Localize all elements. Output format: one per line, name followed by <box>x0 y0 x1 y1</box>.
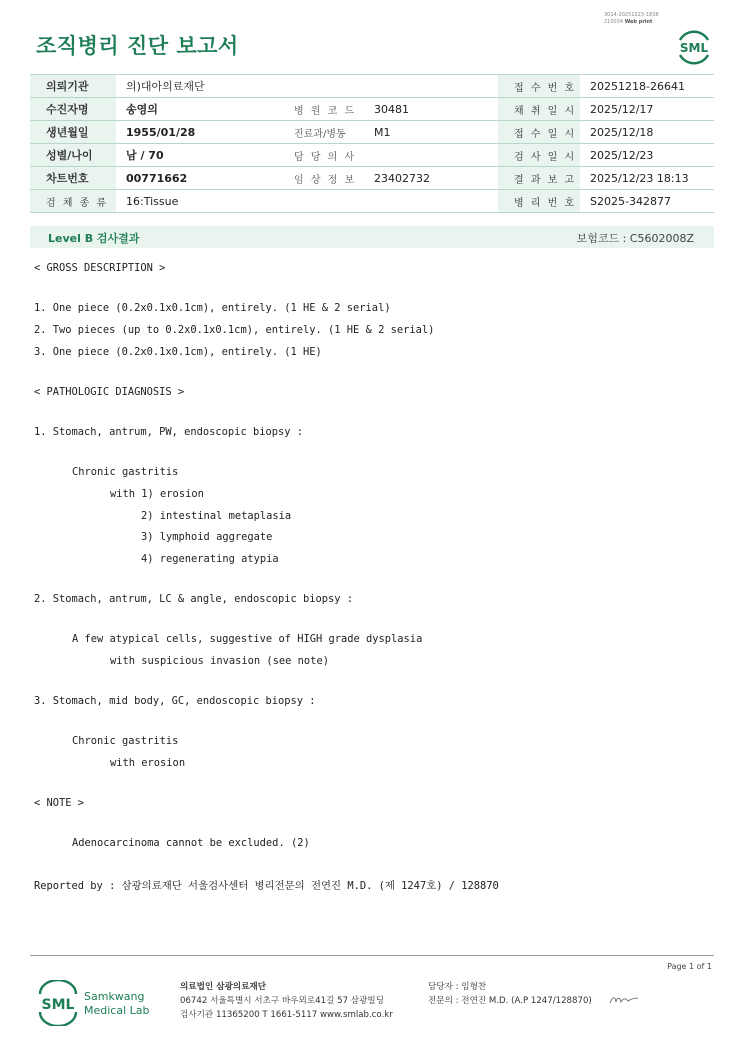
info-row <box>30 167 714 190</box>
footer-logo-text: SML <box>41 997 75 1013</box>
result-level-label: Level B 검사결과 <box>48 232 140 245</box>
hospital-code-value: 30481 <box>364 98 498 121</box>
institution-label: 의뢰기관 <box>30 75 116 98</box>
exam-date-value: 2025/12/23 <box>580 144 714 167</box>
diagnosis-2-main: A few atypical cells, suggestive of HIGH grade dysplasia <box>72 633 423 645</box>
clinical-label: 임 상 정 보 <box>280 167 364 190</box>
manager: 담당자 : 임형찬 <box>428 982 487 992</box>
hospital-code-label: 병 원 코 드 <box>280 98 364 121</box>
signature-icon <box>608 994 640 1006</box>
dept-value: M1 <box>364 121 498 144</box>
birth-value: 1955/01/28 <box>116 121 280 144</box>
print-meta-code: 210034 <box>604 19 624 25</box>
footer-divider <box>30 955 714 956</box>
collection-date-value: 2025/12/17 <box>580 98 714 121</box>
gross-line-1: 1. One piece (0.2x0.1x0.1cm), entirely. (1 HE & 2 serial) <box>34 302 391 314</box>
samkwang-logo-icon <box>36 980 156 1026</box>
diagnosis-1-sub: 3) lymphoid aggregate <box>141 531 273 543</box>
org-info <box>180 980 393 1022</box>
note-heading: < NOTE > <box>34 797 85 809</box>
footer-logo-name-2: Medical Lab <box>84 1004 150 1017</box>
diagnosis-3-sub: with erosion <box>110 757 186 769</box>
print-meta-label: Web print <box>624 19 653 25</box>
diagnosis-2-site: 2. Stomach, antrum, LC & angle, endoscopic biopsy : <box>34 593 354 605</box>
receipt-no-label: 접 수 번 호 <box>498 75 580 98</box>
gross-line-3: 3. One piece (0.2x0.1x0.1cm), entirely. (1 HE) <box>34 346 322 358</box>
exam-date-label: 검 사 일 시 <box>498 144 580 167</box>
diagnosis-2-sub: with suspicious invasion (see note) <box>110 655 329 667</box>
patient-label: 수진자명 <box>30 98 116 121</box>
org-registry: 검사기관 11365200 T 1661-5117 www.smlab.co.kr <box>180 1010 393 1020</box>
received-date-value: 2025/12/18 <box>580 121 714 144</box>
footer-logo-name-1: Samkwang <box>84 990 145 1003</box>
sml-logo-text: SML <box>679 41 709 55</box>
received-date-label: 접 수 일 시 <box>498 121 580 144</box>
contact-info <box>428 980 592 1008</box>
dept-label: 진료과/병동 <box>280 121 364 144</box>
info-row <box>30 98 714 121</box>
sex-age-value: 남 / 70 <box>116 144 280 167</box>
print-meta-id: 3014-20251223-1838 <box>604 12 659 18</box>
institution-value: 의)대아의료재단 <box>116 75 498 98</box>
org-name: 의료법인 삼광의료재단 <box>180 982 267 992</box>
report-title: 조직병리 진단 보고서 <box>36 34 239 58</box>
info-row <box>30 144 714 167</box>
collection-date-label: 채 취 일 시 <box>498 98 580 121</box>
info-row <box>30 75 714 98</box>
diagnosis-heading: < PATHOLOGIC DIAGNOSIS > <box>34 386 185 398</box>
specimen-value: 16:Tissue <box>116 190 498 213</box>
diagnosis-3-main: Chronic gastritis <box>72 735 179 747</box>
gross-line-2: 2. Two pieces (up to 0.2x0.1x0.1cm), entirely. (1 HE & 2 serial) <box>34 324 435 336</box>
gross-heading: < GROSS DESCRIPTION > <box>34 262 166 274</box>
clinical-value: 23402732 <box>364 167 498 190</box>
patient-value: 송영의 <box>116 98 280 121</box>
diagnosis-1-sub: 4) regenerating atypia <box>141 553 279 565</box>
patient-info-table <box>30 74 714 213</box>
birth-label: 생년월일 <box>30 121 116 144</box>
diagnosis-3-site: 3. Stomach, mid body, GC, endoscopic biopsy : <box>34 695 316 707</box>
info-row <box>30 121 714 144</box>
diagnosis-1-sub: with 1) erosion <box>110 488 204 500</box>
doctor-label: 담 당 의 사 <box>280 144 364 167</box>
note-text: Adenocarcinoma cannot be excluded. (2) <box>72 837 310 849</box>
pathology-no-value: S2025-342877 <box>580 190 714 213</box>
diagnosis-1-main: Chronic gastritis <box>72 466 179 478</box>
doctor-value <box>364 144 498 167</box>
report-date-value: 2025/12/23 18:13 <box>580 167 714 190</box>
sex-age-label: 성별/나이 <box>30 144 116 167</box>
diagnosis-1-site: 1. Stomach, antrum, PW, endoscopic biopsy : <box>34 426 303 438</box>
pathology-no-label: 병 리 번 호 <box>498 190 580 213</box>
print-meta <box>604 12 659 26</box>
page-number: Page 1 of 1 <box>667 962 712 971</box>
chart-label: 차트번호 <box>30 167 116 190</box>
receipt-no-value: 20251218-26641 <box>580 75 714 98</box>
org-address: 06742 서울특별시 서초구 바우뫼로41길 57 삼광빌딩 <box>180 996 384 1006</box>
sml-logo-icon <box>674 26 714 66</box>
info-row <box>30 190 714 213</box>
chart-value: 00771662 <box>116 167 280 190</box>
reported-by: Reported by : 삼광의료재단 서울검사센터 병리전문의 전연진 M.D. (제 1247호) / 128870 <box>34 880 499 892</box>
specialist: 전문의 : 전연진 M.D. (A.P 1247/128870) <box>428 996 592 1006</box>
insurance-code: 보험코드 : C5602008Z <box>576 232 694 245</box>
diagnosis-1-sub: 2) intestinal metaplasia <box>141 510 292 522</box>
specimen-label: 검 체 종 류 <box>30 190 116 213</box>
report-date-label: 결 과 보 고 <box>498 167 580 190</box>
